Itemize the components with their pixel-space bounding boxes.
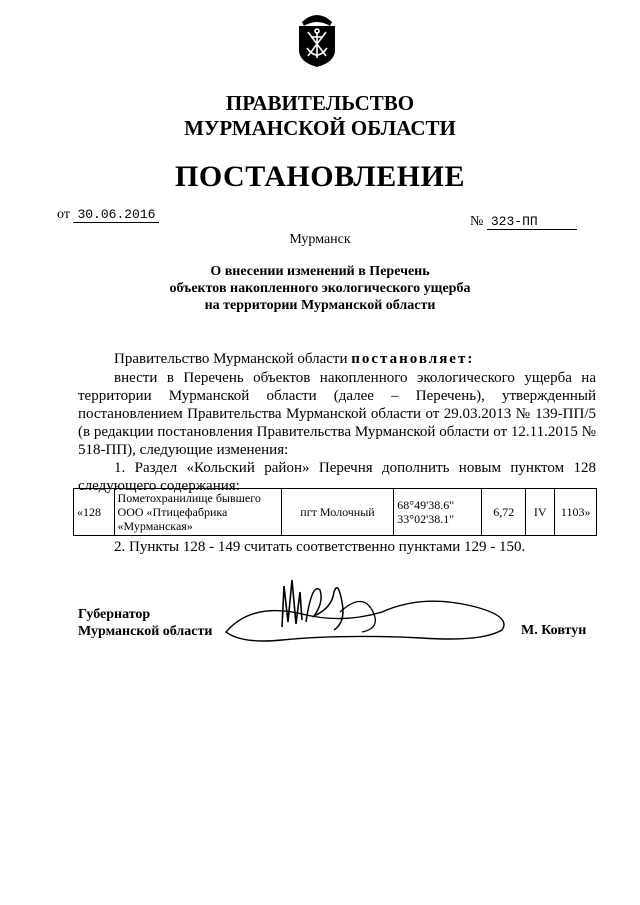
cell-location: пгт Молочный — [281, 489, 394, 536]
intro-emphasis: постановляет: — [351, 351, 475, 367]
cell-code: 1103» — [555, 489, 597, 536]
intro-paragraph — [78, 350, 596, 368]
coord-longitude: 33°02'38.1" — [397, 512, 455, 526]
subject-line1: О внесении изменений в Перечень — [210, 264, 430, 279]
decree-subject — [0, 263, 640, 314]
city-name: Мурманск — [289, 232, 351, 247]
table-row — [74, 489, 597, 536]
objects-table — [73, 488, 597, 536]
cell-object-name — [114, 489, 281, 536]
cell-coordinates — [394, 489, 482, 536]
position-line1: Губернатор — [78, 607, 151, 622]
coord-latitude: 68°49'38.6" — [397, 498, 455, 512]
handwritten-signature — [222, 572, 522, 647]
object-name-line1: Пометохранилище бывшего — [117, 491, 261, 505]
intro-text: Правительство Мурманской области — [114, 351, 352, 367]
government-title-line2: МУРМАНСКОЙ ОБЛАСТИ — [184, 116, 456, 140]
decree-date — [57, 207, 159, 223]
date-value: 30.06.2016 — [73, 207, 159, 223]
main-paragraph: внести в Перечень объектов накопленного экологического ущерба на территории Мурманской области (далее – Перечень), утвержденный постановлением Правительства Мурманской области от 29.03.2013 № 139-ПП/5 (в редакции постановления Правительства Мурманской области от 12.11.2015 № 518-ПП), следующие изменения: — [78, 370, 596, 458]
object-name-line2: ООО «Птицефабрика — [117, 505, 228, 519]
number-prefix: № — [470, 214, 484, 229]
signatory-position — [78, 606, 212, 640]
item-2: 2. Пункты 128 - 149 считать соответственно пунктами 129 - 150. — [114, 539, 526, 555]
item-1: 1. Раздел «Кольский район» Перечня дополнить новым пунктом 128 следующего содержания: — [78, 460, 596, 494]
number-value: 323-ПП — [487, 214, 577, 230]
government-title-line1: ПРАВИТЕЛЬСТВО — [225, 91, 415, 115]
coat-of-arms-emblem — [294, 10, 340, 68]
cell-hazard-class: IV — [526, 489, 555, 536]
subject-line2: объектов накопленного экологического ущерба — [169, 281, 471, 296]
subject-line3: на территории Мурманской области — [204, 298, 436, 313]
decree-number — [470, 214, 577, 230]
cell-number: «128 — [74, 489, 115, 536]
document-type-title: ПОСТАНОВЛЕНИЕ — [175, 160, 465, 193]
signatory-name: М. Ковтун — [521, 623, 587, 638]
position-line2: Мурманской области — [78, 624, 213, 639]
object-name-line3: «Мурманская» — [117, 519, 193, 533]
date-prefix: от — [57, 207, 70, 222]
cell-area: 6,72 — [482, 489, 526, 536]
